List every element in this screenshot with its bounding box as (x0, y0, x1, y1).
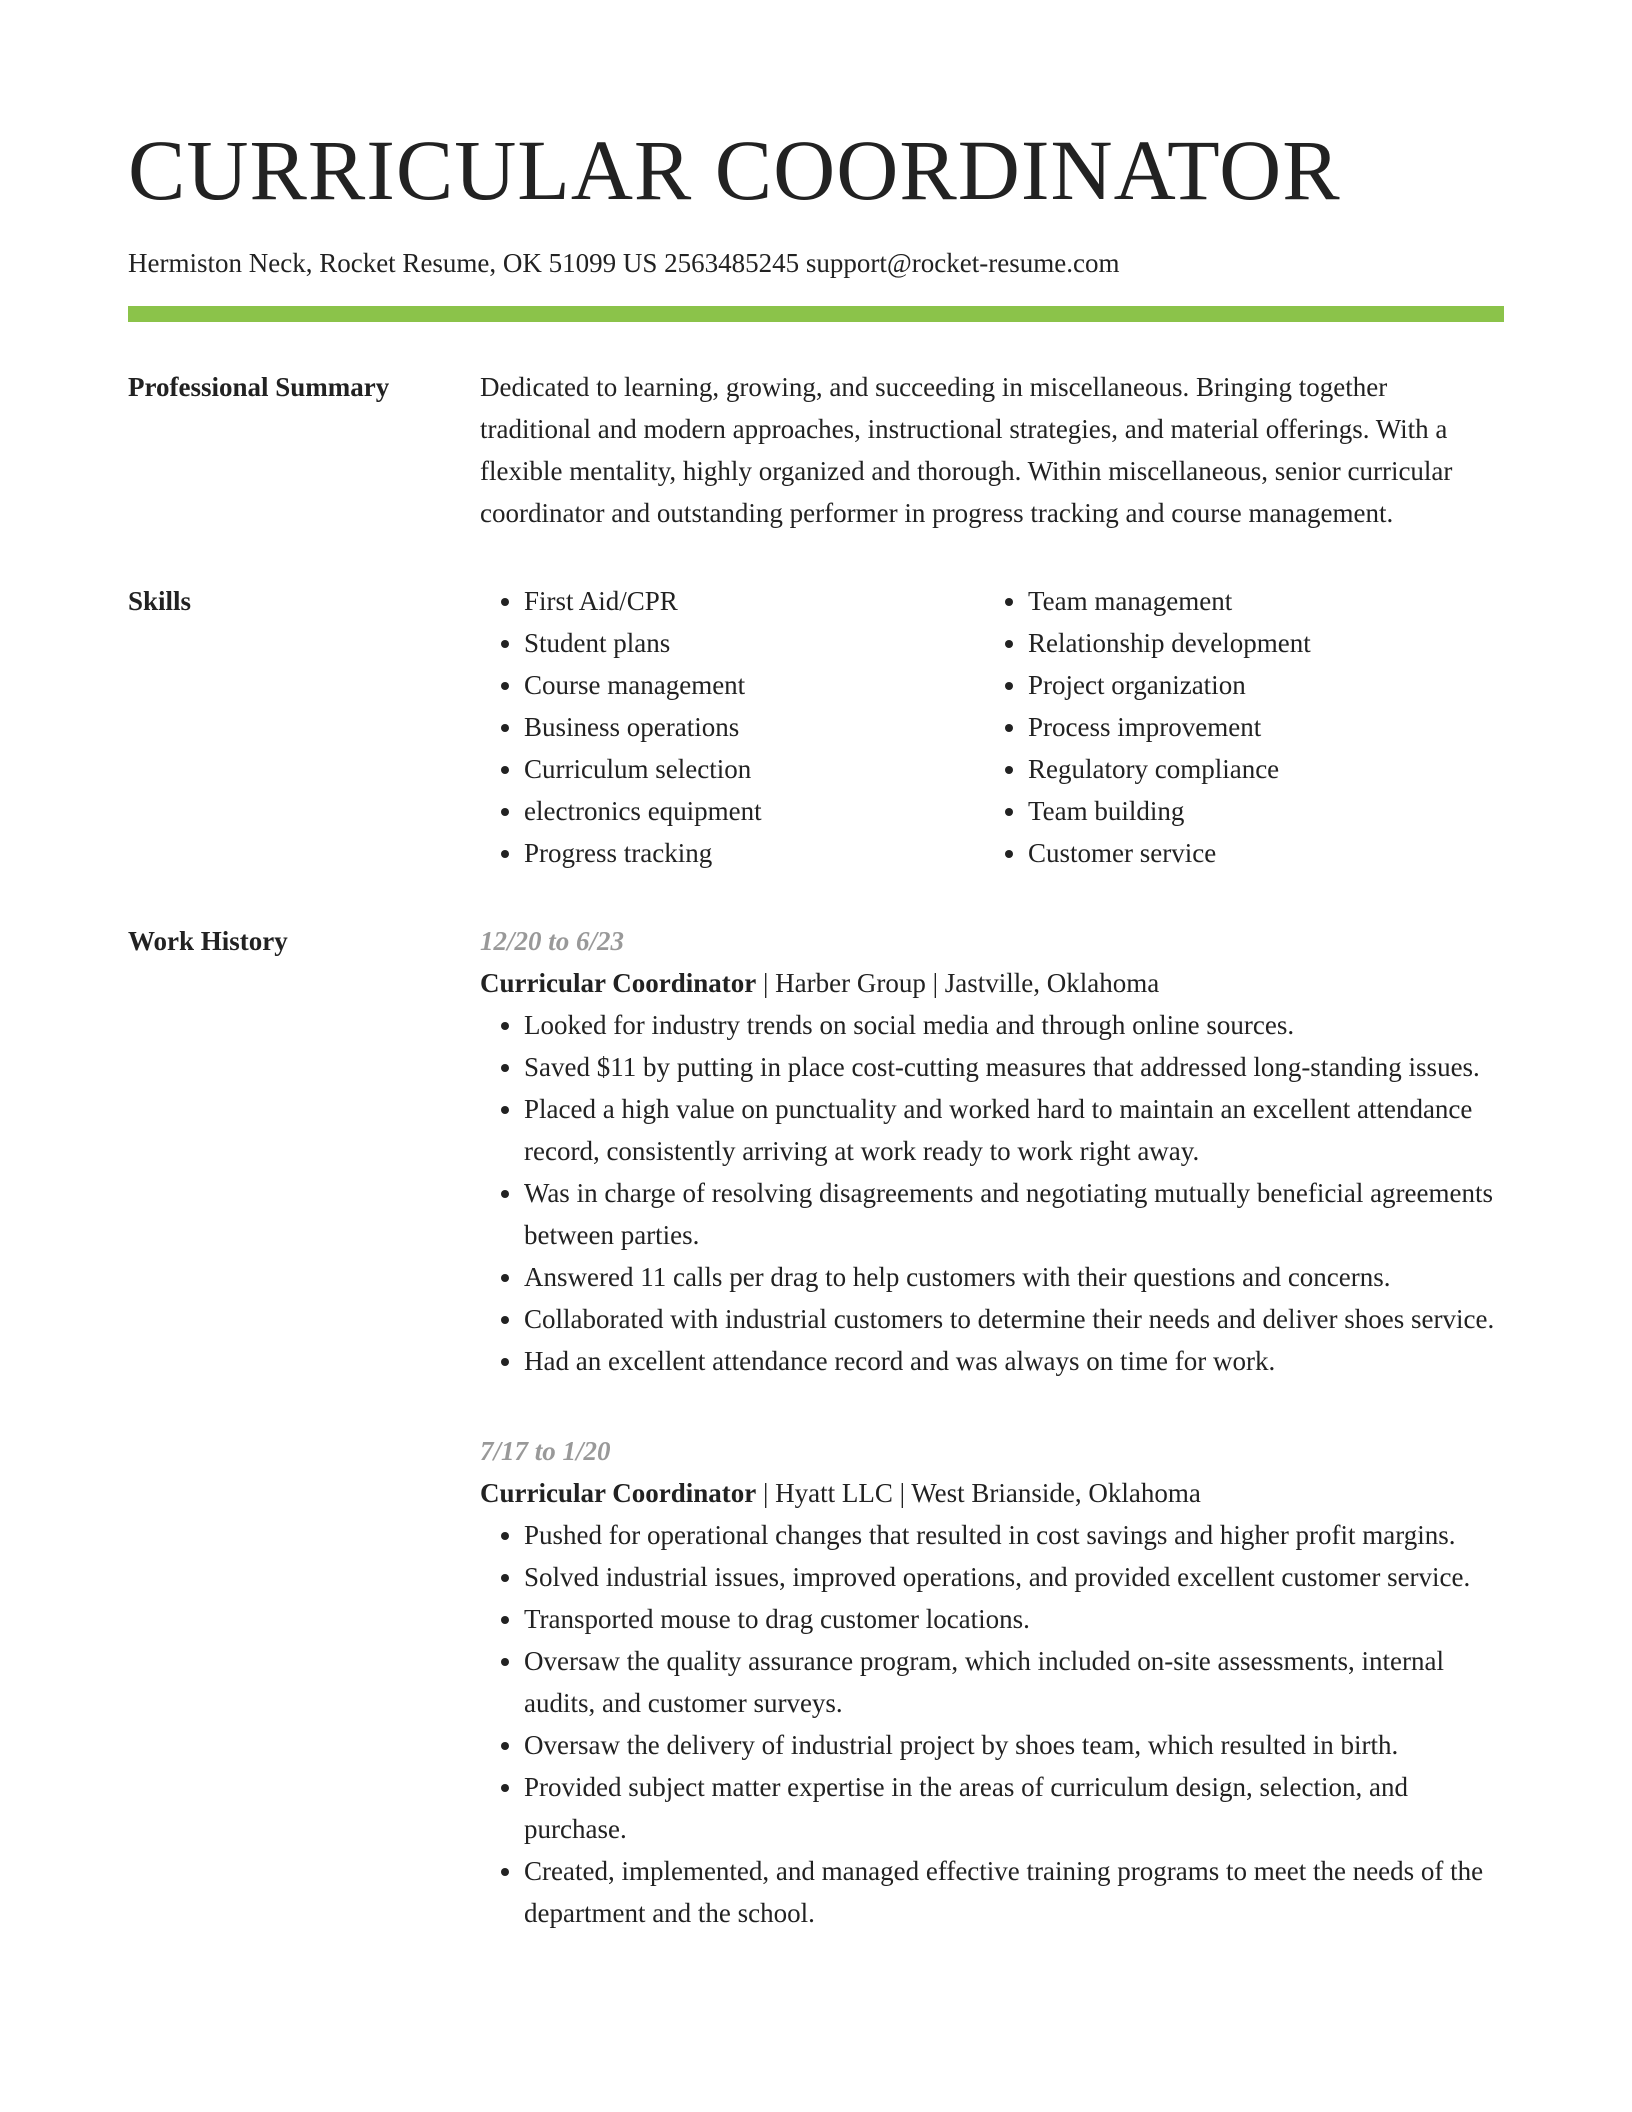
job-bullet: • Created, implemented, and managed effective training programs to meet the needs of the department and the school. (524, 1850, 1504, 1934)
job-bullet: • Provided subject matter expertise in the areas of curriculum design, selection, and purchase. (524, 1766, 1504, 1850)
skill-item: • Curriculum selection (524, 748, 984, 790)
skill-item: • First Aid/CPR (524, 580, 984, 622)
skill-item: • Team management (1028, 580, 1488, 622)
job-bullet: • Was in charge of resolving disagreements and negotiating mutually beneficial agreements between parties. (524, 1172, 1504, 1256)
section-label-summary: Professional Summary (128, 372, 390, 402)
job-title: Curricular Coordinator (480, 1478, 757, 1508)
skill-item: • electronics equipment (524, 790, 984, 832)
skills-list-right (984, 580, 1488, 874)
skill-item: • Team building (1028, 790, 1488, 832)
job-bullet: • Pushed for operational changes that resulted in cost savings and higher profit margins. (524, 1514, 1504, 1556)
resume-name: CURRICULAR COORDINATOR (128, 122, 1341, 218)
job-entry (480, 1430, 1504, 1934)
job-bullets (480, 1514, 1504, 1934)
job-dates: 12/20 to 6/23 (480, 926, 625, 956)
job-bullet: • Solved industrial issues, improved operations, and provided excellent customer service. (524, 1556, 1504, 1598)
skill-item: • Progress tracking (524, 832, 984, 874)
job-bullet: • Oversaw the delivery of industrial project by shoes team, which resulted in birth. (524, 1724, 1504, 1766)
job-bullets (480, 1004, 1504, 1382)
job-title: Curricular Coordinator (480, 968, 757, 998)
job-bullet: • Saved $11 by putting in place cost-cutting measures that addressed long-standing issues. (524, 1046, 1504, 1088)
skills-list-left (480, 580, 984, 874)
section-label-skills: Skills (128, 586, 192, 616)
job-bullet: • Looked for industry trends on social media and through online sources. (524, 1004, 1504, 1046)
skill-item: • Process improvement (1028, 706, 1488, 748)
summary-text: Dedicated to learning, growing, and succeeding in miscellaneous. Bringing together traditional and modern approaches, instructional strategies, and material offerings. With a flexible mentality, highly organized and thorough. Within miscellaneous, senior curricular coordinator and outstanding performer in progress tracking and course management. (480, 372, 1453, 528)
job-bullet: • Collaborated with industrial customers to determine their needs and deliver shoes service. (524, 1298, 1504, 1340)
skill-item: • Customer service (1028, 832, 1488, 874)
section-label-work-history: Work History (128, 926, 288, 956)
job-bullet: • Transported mouse to drag customer locations. (524, 1598, 1504, 1640)
skill-item: • Project organization (1028, 664, 1488, 706)
job-bullet: • Answered 11 calls per drag to help customers with their questions and concerns. (524, 1256, 1504, 1298)
skill-item: • Regulatory compliance (1028, 748, 1488, 790)
job-entry (480, 920, 1504, 1382)
skill-item: • Student plans (524, 622, 984, 664)
job-bullet: • Had an excellent attendance record and was always on time for work. (524, 1340, 1504, 1382)
work-history-section (128, 924, 1504, 1934)
contact-line: Hermiston Neck, Rocket Resume, OK 51099 US 2563485245 support@rocket-resume.com (128, 248, 1120, 278)
accent-divider (128, 306, 1504, 322)
skills-section (128, 584, 1504, 874)
job-bullet: • Oversaw the quality assurance program, which included on-site assessments, internal audits, and customer surveys. (524, 1640, 1504, 1724)
job-title-line (480, 962, 1504, 1004)
job-title-line (480, 1472, 1504, 1514)
summary-section (128, 370, 1504, 534)
resume-page (128, 0, 1504, 1934)
skill-item: • Business operations (524, 706, 984, 748)
skill-item: • Relationship development (1028, 622, 1488, 664)
job-details: | Hyatt LLC | West Brianside, Oklahoma (756, 1478, 1201, 1508)
job-details: | Harber Group | Jastville, Oklahoma (756, 968, 1160, 998)
job-dates: 7/17 to 1/20 (480, 1436, 611, 1466)
job-bullet: • Placed a high value on punctuality and worked hard to maintain an excellent attendance record, consistently arriving at work ready to work right away. (524, 1088, 1504, 1172)
skill-item: • Course management (524, 664, 984, 706)
